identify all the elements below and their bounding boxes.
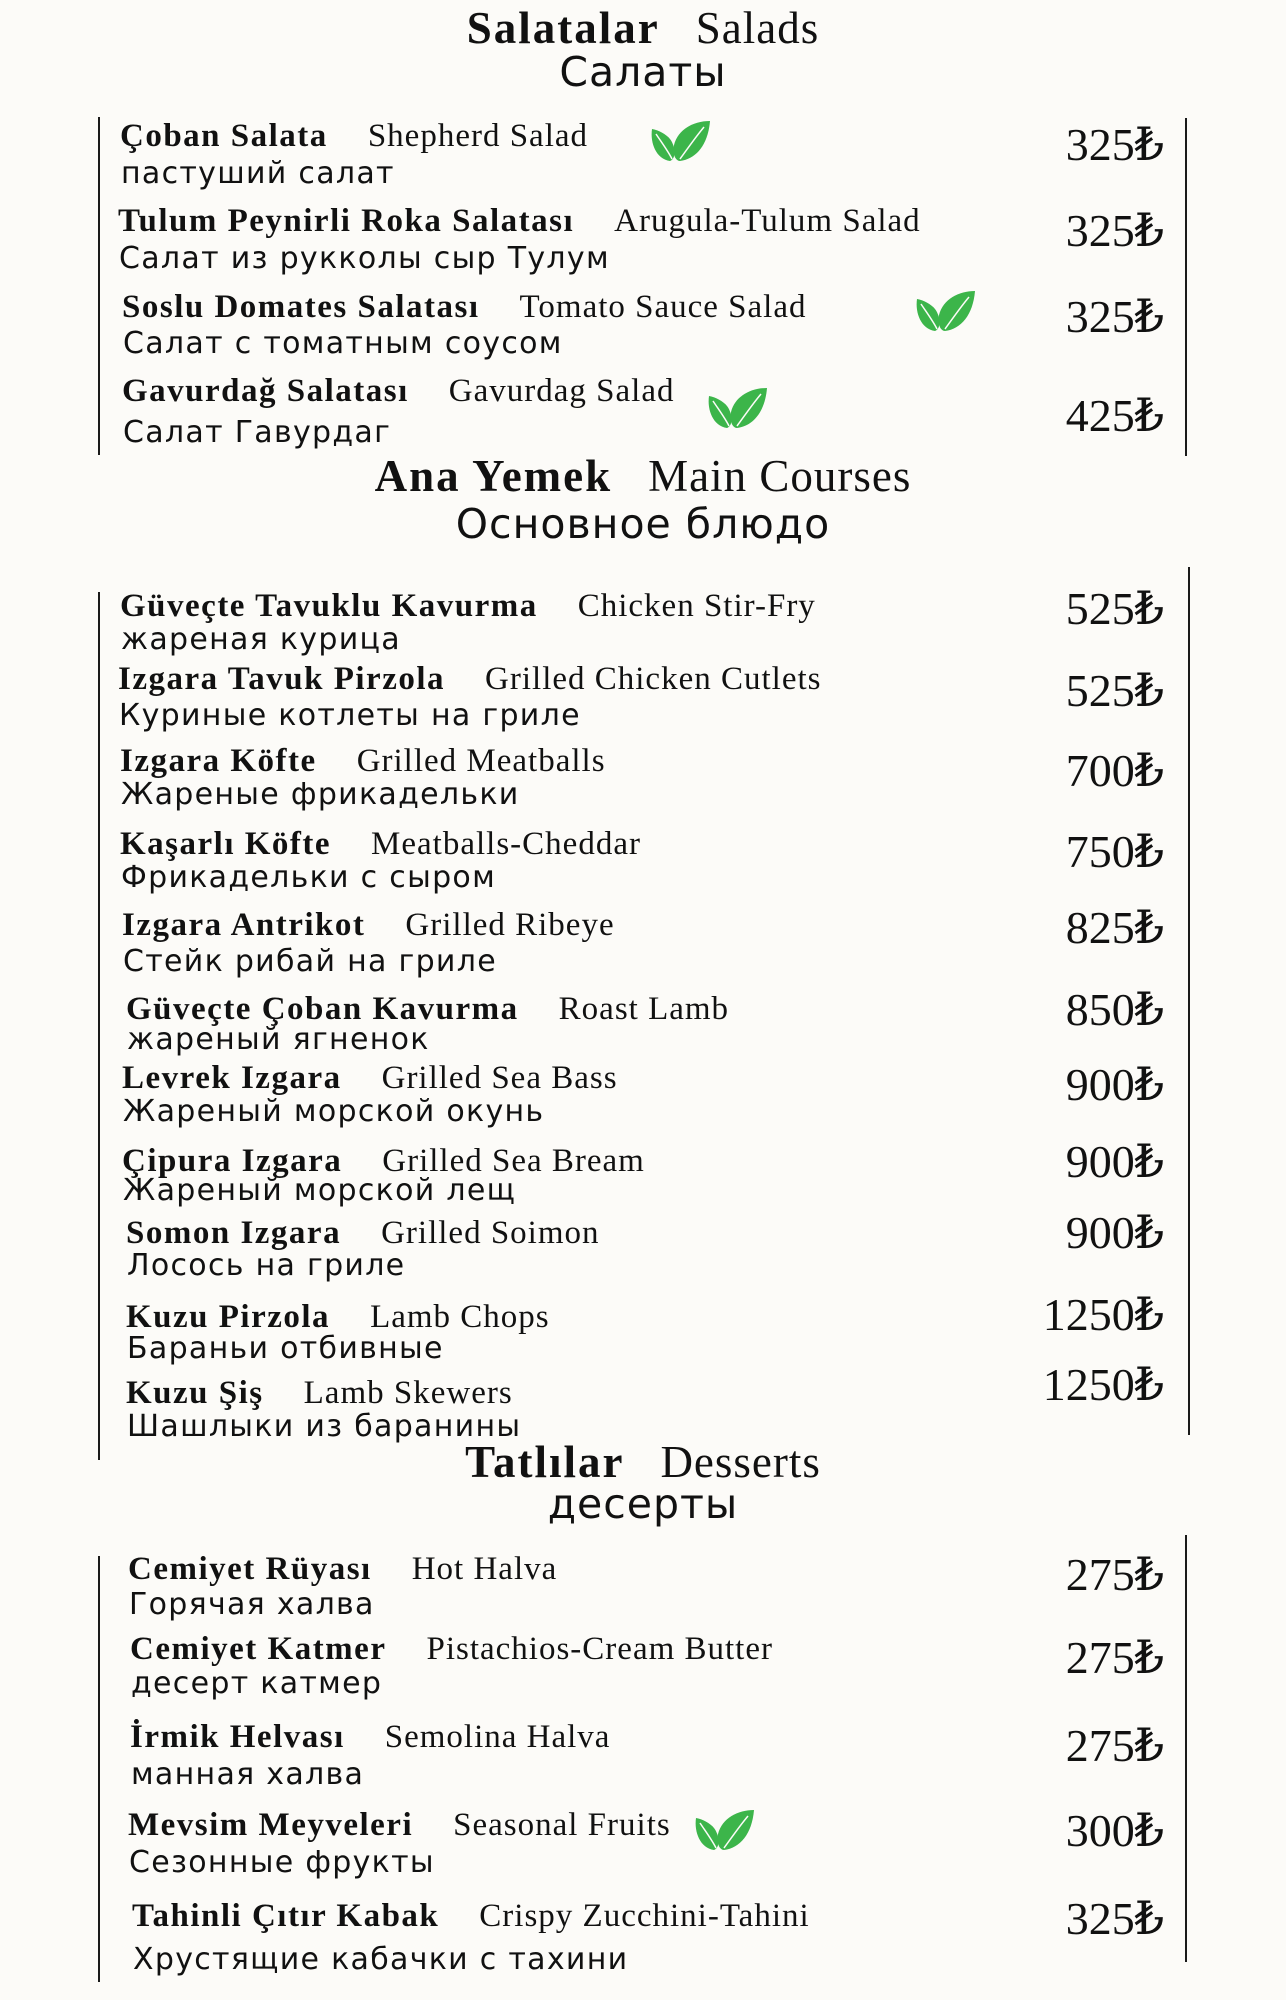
section-title-tr: Tatlılar: [465, 1436, 625, 1487]
item-name-ru: Куриные котлеты на гриле: [119, 698, 581, 734]
item-price: 1250₺: [1042, 1288, 1164, 1340]
section-title-en: Main Courses: [648, 450, 912, 501]
item-name-tr: Kuzu Pirzola: [126, 1298, 331, 1335]
item-price: 325₺: [1065, 291, 1164, 343]
item-name-ru: пастуший салат: [121, 156, 395, 192]
section-title-row: [0, 1436, 1286, 1487]
item-name-ru: жареный ягненок: [127, 1022, 430, 1058]
item-name-en: Roast Lamb: [558, 991, 730, 1028]
item-name-line: [122, 372, 675, 409]
item-name-line: [126, 1377, 513, 1410]
item-name-tr: Cemiyet Rüyası: [128, 1551, 372, 1588]
item-name-tr: Levrek Izgara: [122, 1060, 342, 1097]
item-price: 525₺: [1065, 583, 1164, 635]
item-name-tr: Izgara Köfte: [120, 742, 317, 779]
item-price: 900₺: [1065, 1059, 1164, 1111]
section-right-border: [1188, 567, 1190, 1435]
item-name-en: Crispy Zucchini-Tahini: [479, 1898, 810, 1935]
item-name-en: Semolina Halva: [384, 1718, 611, 1755]
item-name-tr: Izgara Antrikot: [122, 907, 366, 944]
item-name-en: Arugula-Tulum Salad: [614, 203, 921, 240]
section-left-border: [98, 117, 100, 455]
item-name-ru: Стейк рибай на гриле: [123, 944, 497, 980]
item-name-line: [122, 1062, 618, 1095]
item-name-line: [126, 1298, 550, 1335]
item-name-line: [120, 742, 606, 779]
item-name-ru: Салат Гавурдаг: [123, 414, 392, 450]
item-name-en: Pistachios-Cream Butter: [426, 1630, 773, 1667]
item-name-ru: Сезонные фрукты: [129, 1844, 435, 1880]
item-name-tr: Mevsim Meyveleri: [128, 1806, 414, 1843]
item-name-tr: Güveçte Çoban Kavurma: [126, 991, 519, 1028]
item-name-en: Chicken Stir-Fry: [577, 588, 816, 625]
item-name-en: Hot Halva: [411, 1551, 558, 1588]
section-title-ru: Салаты: [559, 47, 727, 96]
item-name-en: Lamb Skewers: [303, 1375, 513, 1412]
item-price: 850₺: [1065, 983, 1164, 1035]
item-name-line: [120, 590, 816, 623]
item-name-ru: Жареные фрикадельки: [121, 777, 520, 813]
item-price: 750₺: [1065, 825, 1164, 877]
item-name-ru: манная халва: [131, 1756, 365, 1792]
item-name-line: [126, 1214, 600, 1251]
item-name-ru: Бараньи отбивные: [127, 1330, 444, 1366]
item-price: 325₺: [1065, 1893, 1164, 1945]
item-name-line: [130, 1630, 773, 1667]
item-name-line: [122, 909, 615, 942]
item-price: 1250₺: [1042, 1358, 1164, 1410]
item-name-en: Grilled Sea Bream: [382, 1143, 645, 1180]
item-name-tr: Kaşarlı Köfte: [120, 825, 332, 862]
item-name-en: Tomato Sauce Salad: [519, 288, 807, 325]
item-price: 275₺: [1065, 1719, 1164, 1771]
item-name-line: [128, 1806, 671, 1843]
item-name-ru: Шашлыки из баранины: [127, 1408, 522, 1444]
item-name-en: Grilled Ribeye: [405, 907, 615, 944]
item-name-tr: Kuzu Şiş: [126, 1375, 264, 1412]
item-name-tr: Tulum Peynirli Roka Salatası: [118, 203, 575, 240]
item-name-tr: Somon Izgara: [126, 1214, 342, 1251]
item-price: 300₺: [1065, 1805, 1164, 1857]
item-name-ru: Салат из рукколы сыр Тулум: [119, 241, 610, 277]
section-left-border: [98, 1556, 100, 1982]
item-name-tr: Çoban Salata: [120, 117, 328, 154]
section-title-row: [0, 3, 1286, 54]
item-name-ru: Жареный морской окунь: [123, 1093, 545, 1129]
item-name-en: Grilled Soimon: [381, 1214, 600, 1251]
section-right-border: [1185, 1535, 1187, 1962]
item-name-en: Seasonal Fruits: [453, 1806, 671, 1843]
section-right-border: [1185, 118, 1187, 456]
leaf-icon: [913, 289, 977, 333]
item-price: 325₺: [1065, 204, 1164, 256]
item-name-tr: İrmik Helvası: [130, 1718, 345, 1755]
item-price: 825₺: [1065, 902, 1164, 954]
item-name-ru: Жареный морской лещ: [123, 1172, 517, 1208]
item-price: 700₺: [1065, 745, 1164, 797]
leaf-icon: [648, 119, 712, 163]
section-title-row: [0, 450, 1286, 501]
item-name-en: Grilled Sea Bass: [381, 1060, 618, 1097]
item-name-ru: Салат с томатным соусом: [123, 325, 563, 361]
item-price: 900₺: [1065, 1207, 1164, 1259]
section-title-ru: десерты: [547, 1480, 739, 1529]
item-price: 275₺: [1065, 1631, 1164, 1683]
item-name-line: [130, 1718, 611, 1755]
item-name-tr: Izgara Tavuk Pirzola: [118, 661, 446, 698]
item-name-tr: Çipura Izgara: [122, 1143, 343, 1180]
leaf-icon: [705, 386, 769, 430]
item-name-en: Lamb Chops: [370, 1298, 550, 1335]
item-name-ru: Фрикадельки с сыром: [121, 860, 497, 896]
section-left-border: [98, 592, 100, 1460]
item-name-ru: Горячая халва: [129, 1587, 375, 1623]
section-title-tr: Salatalar: [466, 3, 660, 54]
item-name-line: [118, 663, 821, 696]
section-title-en: Desserts: [660, 1436, 821, 1487]
item-name-en: Grilled Meatballs: [356, 742, 606, 779]
item-name-line: [122, 288, 807, 325]
item-name-line: [118, 205, 921, 238]
item-name-en: Meatballs-Cheddar: [371, 825, 641, 862]
item-name-line: [132, 1900, 810, 1933]
item-name-ru: Лосось на гриле: [127, 1247, 406, 1283]
item-name-ru: десерт катмер: [131, 1666, 383, 1702]
section-title-ru: Основное блюдо: [455, 499, 831, 548]
item-name-line: [120, 117, 589, 154]
item-name-tr: Cemiyet Katmer: [130, 1630, 387, 1667]
item-name-line: [120, 825, 641, 862]
item-name-tr: Soslu Domates Salatası: [122, 288, 480, 325]
item-name-tr: Gavurdağ Salatası: [122, 372, 409, 409]
item-name-tr: Güveçte Tavuklu Kavurma: [120, 588, 538, 625]
section-title-en: Salads: [695, 3, 820, 54]
item-name-line: [128, 1553, 557, 1586]
item-name-tr: Tahinli Çıtır Kabak: [132, 1898, 440, 1935]
leaf-icon: [692, 1808, 756, 1852]
item-price: 325₺: [1065, 119, 1164, 171]
item-name-en: Shepherd Salad: [367, 117, 589, 154]
item-price: 425₺: [1065, 389, 1164, 441]
item-price: 900₺: [1065, 1135, 1164, 1187]
item-price: 525₺: [1065, 665, 1164, 717]
item-name-en: Grilled Chicken Cutlets: [485, 661, 822, 698]
item-price: 275₺: [1065, 1548, 1164, 1600]
item-name-en: Gavurdag Salad: [448, 372, 675, 409]
item-name-ru: Хрустящие кабачки с тахини: [133, 1941, 629, 1977]
item-name-ru: жареная курица: [121, 621, 401, 657]
section-title-tr: Ana Yemek: [374, 450, 613, 501]
